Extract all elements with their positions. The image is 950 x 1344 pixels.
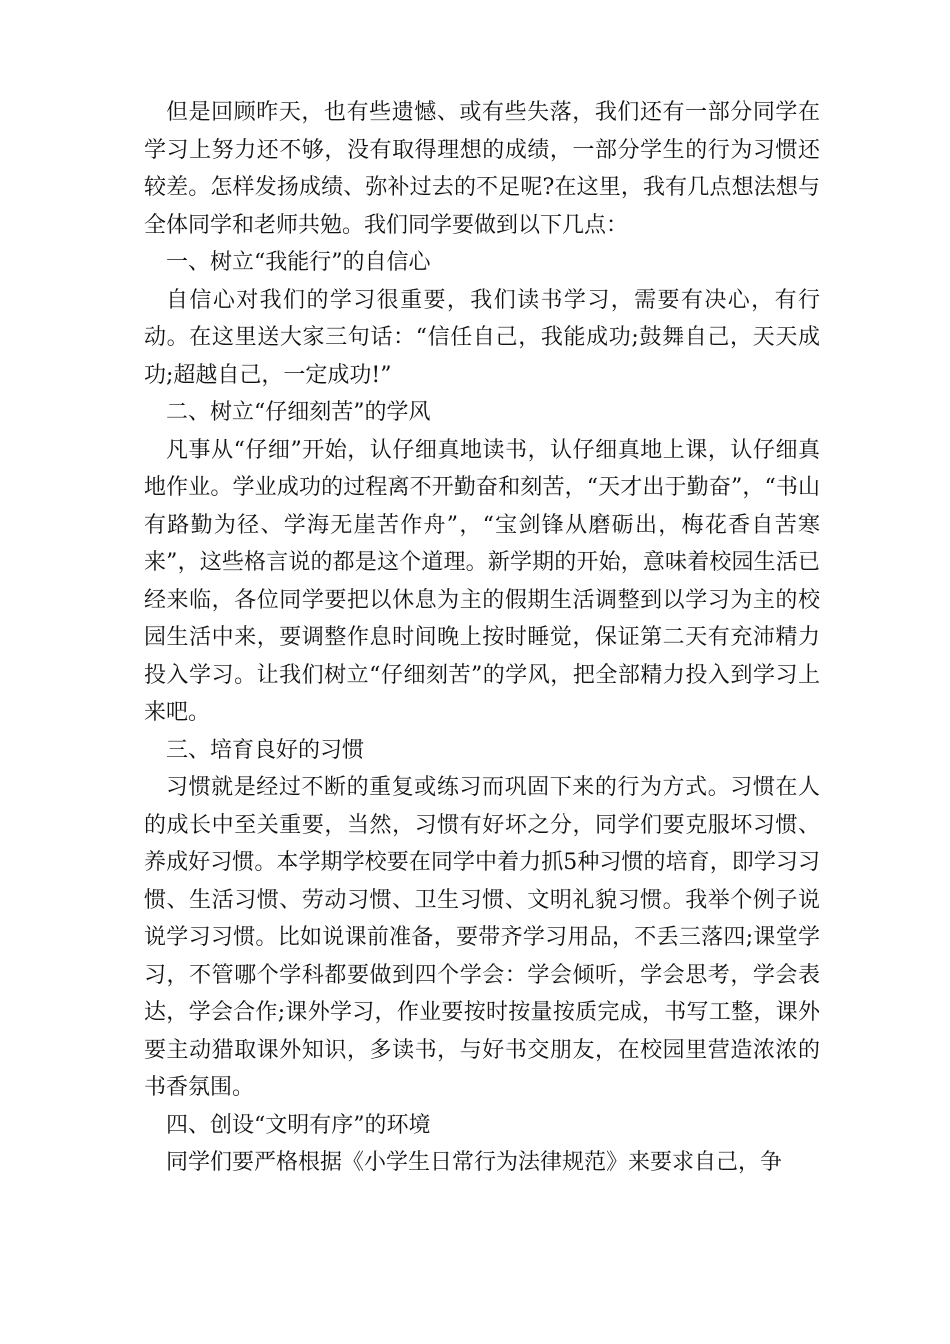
paragraph-confidence: 自信心对我们的学习很重要，我们读书学习，需要有决心，有行动。在这里送大家三句话：“信任自己，我能成功;鼓舞自己，天天成功;超越自己，一定成功!” bbox=[144, 287, 820, 388]
section-heading-3: 三、培育良好的习惯 bbox=[166, 737, 365, 763]
section-heading-2: 二、树立“仔细刻苦”的学风 bbox=[166, 400, 431, 425]
section-heading-1: 一、树立“我能行”的自信心 bbox=[166, 250, 431, 275]
paragraph-intro: 但是回顾昨天，也有些遗憾、或有些失落，我们还有一部分同学在学习上努力还不够，没有取得理想的成绩，一部分学生的行为习惯还较差。怎样发扬成绩、弥补过去的不足呢?在这里，我有几点想法想与全体同学和老师共勉。我们同学要做到以下几点： bbox=[144, 100, 820, 238]
document-body bbox=[144, 94, 820, 1182]
paragraph-habits: 习惯就是经过不断的重复或练习而巩固下来的行为方式。习惯在人的成长中至关重要，当然，习惯有好坏之分，同学们要克服坏习惯、养成好习惯。本学期学校要在同学中着力抓5种习惯的培育，即学习习惯、生活习惯、劳动习惯、卫生习惯、文明礼貌习惯。我举个例子说说学习习惯。比如说课前准备，要带齐学习用品，不丢三落四;课堂学习，不管哪个学科都要做到四个学会：学会倾听，学会思考，学会表达，学会合作;课外学习，作业要按时按量按质完成，书写工整，课外要主动猎取课外知识，多读书，与好书交朋友，在校园里营造浓浓的书香氛围。 bbox=[144, 775, 820, 1100]
paragraph-study-style: 凡事从“仔细”开始，认仔细真地读书，认仔细真地上课，认仔细真地作业。学业成功的过程离不开勤奋和刻苦，“天才出于勤奋”，“书山有路勤为径、学海无崖苦作舟”，“宝剑锋从磨砺出，梅花香自苦寒来”，这些格言说的都是这个道理。新学期的开始，意味着校园生活已经来临，各位同学要把以休息为主的假期生活调整到以学习为主的校园生活中来，要调整作息时间晚上按时睡觉，保证第二天有充沛精力投入学习。让我们树立“仔细刻苦”的学风，把全部精力投入到学习上来吧。 bbox=[144, 437, 820, 725]
paragraph-environment: 同学们要严格根据《小学生日常行为法律规范》来要求自己，争 bbox=[166, 1150, 783, 1175]
section-heading-4: 四、创设“文明有序”的环境 bbox=[166, 1112, 431, 1138]
